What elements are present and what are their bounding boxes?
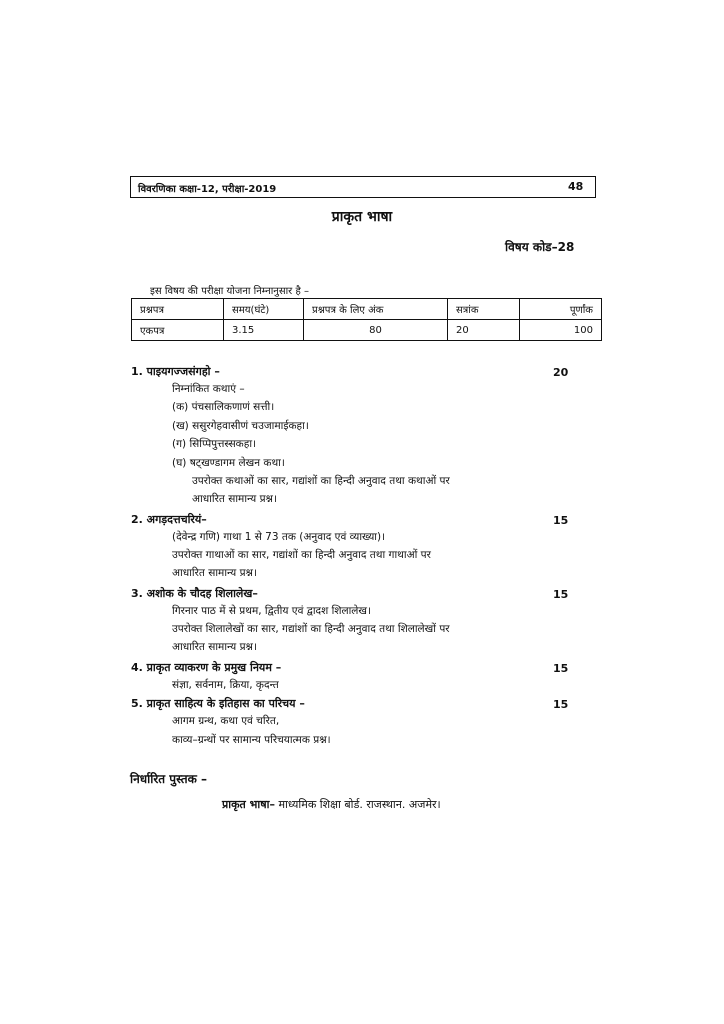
section-2-line: आधारित सामान्य प्रश्न।: [172, 567, 257, 579]
books-heading: निर्धारित पुस्तक –: [130, 772, 208, 786]
table-header-cell: समय(घंटे): [224, 299, 304, 320]
section-1-line: (ख) ससुरगेहवासीणं चउजामाईकहा।: [172, 420, 309, 432]
book-name: प्राकृत भाषा–: [222, 798, 275, 811]
subject-code: विषय कोड–28: [505, 240, 575, 254]
section-1-line: (ग) सिप्पिपुत्तस्सकहा।: [172, 438, 257, 450]
table-header-cell: पूर्णांक: [520, 299, 602, 320]
exam-scheme-table: [131, 298, 602, 341]
section-1-title: 1. पाइयगज्जसंगहो –: [131, 365, 220, 378]
section-5-line: काव्य–ग्रन्थों पर सामान्य परिचयात्मक प्रश्न।: [172, 734, 331, 746]
section-1-marks: 20: [553, 366, 569, 379]
header-title: विवरणिका कक्षा-12, परीक्षा-2019: [138, 184, 277, 195]
table-cell: 3.15: [224, 320, 304, 341]
table-header-cell: प्रश्नपत्र: [132, 299, 224, 320]
section-3-marks: 15: [553, 588, 569, 601]
section-1-line: (घ) षट्खण्डागम लेखन कथा।: [172, 457, 285, 469]
intro-text: इस विषय की परीक्षा योजना निम्नानुसार है –: [150, 286, 309, 297]
section-3-line: गिरनार पाठ में से प्रथम, द्वितीय एवं द्वादश शिलालेख।: [172, 605, 371, 617]
book-publisher: माध्यमिक शिक्षा बोर्ड. राजस्थान. अजमेर।: [274, 798, 441, 811]
section-1-line: निम्नांकित कथाएं –: [172, 383, 245, 395]
section-2-title: 2. अगड़दत्तचरियं–: [131, 513, 207, 526]
table-cell: एकपत्र: [132, 320, 224, 341]
table-cell: 100: [520, 320, 602, 341]
table-header-row: [132, 299, 602, 320]
table-header-cell: प्रश्नपत्र के लिए अंक: [304, 299, 448, 320]
section-2-line: (देवेन्द्र गणि) गाथा 1 से 73 तक (अनुवाद एवं व्याख्या)।: [172, 531, 386, 543]
section-5-line: आगम ग्रन्थ, कथा एवं चरित,: [172, 715, 280, 727]
section-5-marks: 15: [553, 698, 569, 711]
section-3-line: आधारित सामान्य प्रश्न।: [172, 641, 257, 653]
section-1-line: उपरोक्त कथाओं का सार, गद्यांशों का हिन्दी अनुवाद तथा कथाओं पर: [192, 475, 450, 487]
section-2-line: उपरोक्त गाथाओं का सार, गद्यांशों का हिन्दी अनुवाद तथा गाथाओं पर: [172, 549, 431, 561]
table-cell: 20: [448, 320, 520, 341]
section-3-title: 3. अशोक के चौदह शिलालेख–: [131, 587, 258, 600]
section-5-title: 5. प्राकृत साहित्य के इतिहास का परिचय –: [131, 697, 305, 710]
page-number: 48: [568, 180, 584, 193]
section-4-marks: 15: [553, 662, 569, 675]
section-4-title: 4. प्राकृत व्याकरण के प्रमुख नियम –: [131, 661, 282, 674]
section-1-line: (क) पंचसालिकणाणं सत्ती।: [172, 401, 275, 413]
book-entry: [222, 797, 441, 812]
table-row: [132, 320, 602, 341]
table-header-cell: सत्रांक: [448, 299, 520, 320]
section-2-marks: 15: [553, 514, 569, 527]
section-1-line: आधारित सामान्य प्रश्न।: [192, 493, 277, 505]
section-3-line: उपरोक्त शिलालेखों का सार, गद्यांशों का हिन्दी अनुवाद तथा शिलालेखों पर: [172, 623, 450, 635]
table-cell: 80: [304, 320, 448, 341]
section-4-line: संज्ञा, सर्वनाम, क्रिया, कृदन्त: [172, 679, 279, 691]
page-title: प्राकृत भाषा: [331, 209, 393, 225]
